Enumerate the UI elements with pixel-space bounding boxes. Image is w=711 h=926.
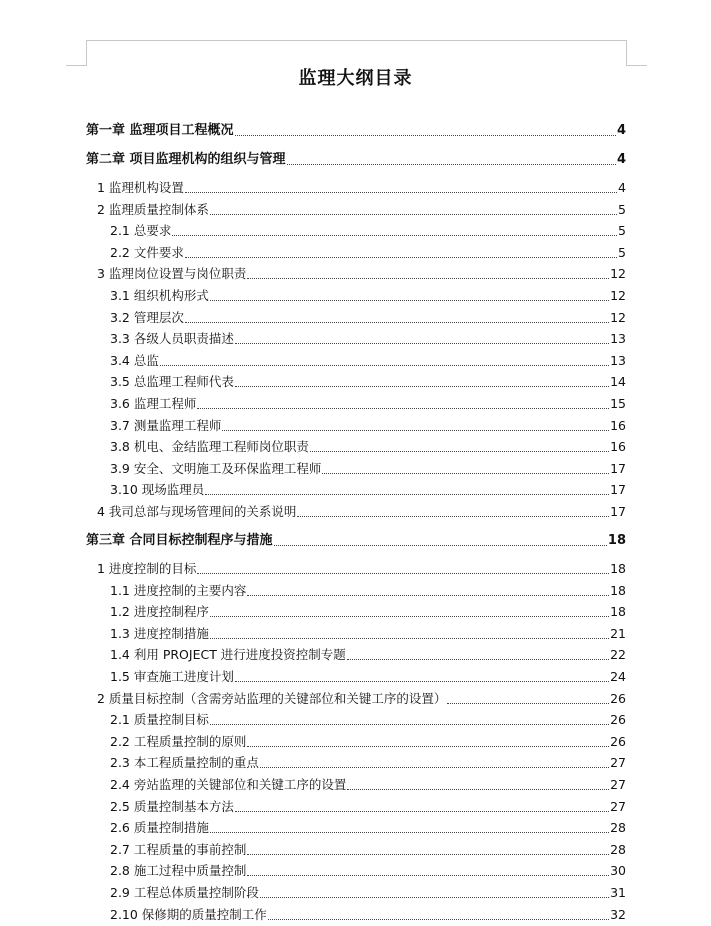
toc-entry-title: 1.5 审查施工进度计划 (110, 669, 234, 684)
toc-page-number: 12 (610, 266, 626, 282)
dot-leader (222, 430, 609, 431)
toc-entry[interactable] (110, 417, 626, 435)
toc-entry-title: 2.1 总要求 (110, 223, 172, 239)
toc-entry-title: 2.7 工程质量的事前控制 (110, 841, 247, 857)
toc-entry[interactable] (110, 776, 626, 794)
toc-entry[interactable] (110, 906, 626, 924)
toc-page-number: 22 (610, 647, 626, 663)
toc-entry[interactable] (110, 862, 626, 880)
dot-leader (185, 322, 609, 323)
toc-page-number: 18 (610, 604, 626, 620)
toc-page-number: 16 (610, 417, 626, 433)
toc-page-number: 27 (610, 777, 626, 792)
dot-leader (247, 746, 609, 747)
toc-chapter[interactable] (86, 122, 626, 140)
toc-entry[interactable] (110, 798, 626, 816)
dot-leader (347, 659, 609, 660)
toc-entry[interactable] (110, 330, 626, 348)
dot-leader (235, 681, 609, 682)
toc-page-number: 30 (610, 863, 626, 879)
toc-page-number: 17 (610, 482, 626, 498)
toc-entry[interactable] (110, 460, 626, 478)
toc-entry-title: 3.10 现场监理员 (110, 482, 205, 498)
toc-entry-title: 1 监理机构设置 (97, 180, 184, 195)
toc-entry[interactable] (110, 646, 626, 664)
toc-entry[interactable] (110, 244, 626, 262)
dot-leader (160, 365, 609, 366)
toc-page-number: 16 (610, 439, 626, 455)
toc-entry-title: 3.7 测量监理工程师 (110, 417, 222, 433)
toc-entry[interactable] (110, 819, 626, 837)
page-border-top (86, 40, 627, 41)
toc-page-number: 4 (616, 151, 626, 167)
toc-entry[interactable] (97, 560, 626, 578)
dot-leader (172, 235, 617, 236)
document-title: 监理大纲目录 (298, 68, 413, 89)
toc-page-number: 5 (618, 201, 626, 217)
dot-leader (205, 494, 609, 495)
toc-page-number: 13 (610, 352, 626, 368)
toc-page-number: 5 (618, 223, 626, 239)
dot-leader (235, 811, 609, 812)
toc-page-number: 27 (610, 755, 626, 771)
toc-entry-title: 3 监理岗位设置与岗位职责 (97, 266, 247, 282)
toc-entry[interactable] (110, 733, 626, 751)
toc-entry-title: 3.8 机电、金结监理工程师岗位职责 (110, 439, 309, 455)
dot-leader (235, 135, 616, 136)
toc-entry-title: 2 质量目标控制（含需旁站监理的关键部位和关键工序的设置） (97, 690, 447, 706)
dot-leader (274, 545, 607, 546)
dot-leader (235, 343, 609, 344)
toc-page-number: 17 (610, 504, 626, 519)
toc-page-number: 26 (610, 712, 626, 728)
dot-leader (247, 595, 609, 596)
toc-entry[interactable] (110, 352, 626, 370)
dot-leader (297, 516, 609, 517)
toc-entry[interactable] (110, 481, 626, 499)
dot-leader (310, 451, 609, 452)
dot-leader (210, 616, 609, 617)
toc-entry-title: 1 进度控制的目标 (97, 561, 197, 576)
toc-entry-title: 第二章 项目监理机构的组织与管理 (86, 151, 286, 167)
toc-entry-title: 第三章 合同目标控制程序与措施 (86, 532, 273, 548)
toc-entry-title: 2.6 质量控制措施 (110, 820, 209, 836)
page-border-left (86, 40, 87, 66)
toc-entry-title: 2.8 施工过程中质量控制 (110, 863, 247, 879)
toc-page-number: 26 (610, 690, 626, 706)
toc-entry[interactable] (110, 222, 626, 240)
dot-leader (287, 164, 616, 165)
dot-leader (247, 278, 609, 279)
toc-entry-title: 1.2 进度控制程序 (110, 604, 209, 620)
toc-entry-title: 第一章 监理项目工程概况 (86, 123, 234, 138)
toc-chapter[interactable] (86, 532, 626, 550)
toc-page-number: 17 (610, 460, 626, 476)
dot-leader (347, 789, 609, 790)
toc-page-number: 5 (618, 244, 626, 260)
toc-entry[interactable] (110, 309, 626, 327)
dot-leader (197, 573, 609, 574)
toc-entry-title: 1.3 进度控制措施 (110, 625, 209, 641)
toc-entry[interactable] (110, 841, 626, 859)
toc-page-number: 18 (610, 561, 626, 576)
dot-leader (247, 854, 609, 855)
dot-leader (185, 257, 617, 258)
toc-entry[interactable] (110, 754, 626, 772)
toc-page-number: 26 (610, 733, 626, 749)
toc-entry[interactable] (110, 668, 626, 686)
dot-leader (210, 300, 609, 301)
dot-leader (268, 919, 609, 920)
toc-entry[interactable] (110, 395, 626, 413)
toc-page-number: 27 (610, 798, 626, 814)
toc-page-number: 18 (607, 532, 626, 548)
toc-entry[interactable] (110, 603, 626, 621)
toc-entry-title: 2.9 工程总体质量控制阶段 (110, 885, 259, 900)
dot-leader (210, 832, 609, 833)
toc-page-number: 28 (610, 841, 626, 857)
toc-page-number: 4 (616, 123, 626, 138)
toc-page-number: 12 (610, 288, 626, 303)
toc-entry-title: 3.5 总监理工程师代表 (110, 374, 234, 390)
toc-page-number: 31 (610, 885, 626, 900)
toc-entry-title: 2.2 工程质量控制的原则 (110, 733, 247, 749)
toc-entry-title: 3.6 监理工程师 (110, 396, 197, 411)
toc-page-number: 12 (610, 309, 626, 325)
toc-entry[interactable] (110, 711, 626, 729)
dot-leader (322, 473, 609, 474)
toc-page-number: 21 (610, 625, 626, 641)
toc-page-number: 18 (610, 582, 626, 598)
toc-entry-title: 2.10 保修期的质量控制工作 (110, 906, 267, 922)
toc-entry[interactable] (110, 438, 626, 456)
toc-page-number: 28 (610, 820, 626, 836)
dot-leader (260, 897, 609, 898)
toc-entry-title: 2.3 本工程质量控制的重点 (110, 755, 259, 771)
toc-page-number: 13 (610, 331, 626, 347)
toc-entry[interactable] (110, 884, 626, 902)
dot-leader (210, 214, 617, 215)
toc-entry[interactable] (110, 582, 626, 600)
dot-leader (235, 386, 609, 387)
toc-entry[interactable] (97, 690, 626, 708)
toc-entry-title: 2.1 质量控制目标 (110, 712, 209, 728)
toc-entry-title: 3.9 安全、文明施工及环保监理工程师 (110, 460, 322, 476)
toc-entry-title: 3.1 组织机构形式 (110, 288, 209, 303)
toc-entry-title: 3.4 总监 (110, 352, 159, 368)
toc-entry-title: 2.4 旁站监理的关键部位和关键工序的设置 (110, 777, 347, 792)
toc-page-number: 15 (610, 396, 626, 411)
dot-leader (210, 638, 609, 639)
page-border-right (626, 40, 627, 66)
toc-chapter[interactable] (86, 151, 626, 169)
toc-entry-title: 4 我司总部与现场管理间的关系说明 (97, 504, 297, 519)
toc-entry[interactable] (110, 287, 626, 305)
toc-entry-title: 1.1 进度控制的主要内容 (110, 582, 247, 598)
toc-entry[interactable] (97, 265, 626, 283)
toc-entry[interactable] (110, 625, 626, 643)
toc-entry-title: 1.4 利用 PROJECT 进行进度投资控制专题 (110, 647, 346, 663)
toc-entry-title: 3.3 各级人员职责描述 (110, 331, 234, 347)
toc-entry-title: 2.5 质量控制基本方法 (110, 798, 234, 814)
toc-entry[interactable] (97, 179, 626, 197)
toc-entry-title: 2 监理质量控制体系 (97, 201, 209, 217)
toc-entry[interactable] (110, 373, 626, 391)
dot-leader (185, 192, 617, 193)
toc-entry-title: 3.2 管理层次 (110, 309, 184, 325)
toc-page-number: 4 (618, 180, 626, 195)
toc-page-number: 32 (610, 906, 626, 922)
toc-page-number: 24 (610, 669, 626, 684)
dot-leader (247, 875, 609, 876)
dot-leader (447, 703, 609, 704)
toc-entry[interactable] (97, 503, 626, 521)
dot-leader (210, 724, 609, 725)
toc-entry[interactable] (97, 201, 626, 219)
toc-page-number: 14 (610, 374, 626, 390)
dot-leader (260, 767, 609, 768)
dot-leader (197, 408, 609, 409)
toc-entry-title: 2.2 文件要求 (110, 244, 184, 260)
